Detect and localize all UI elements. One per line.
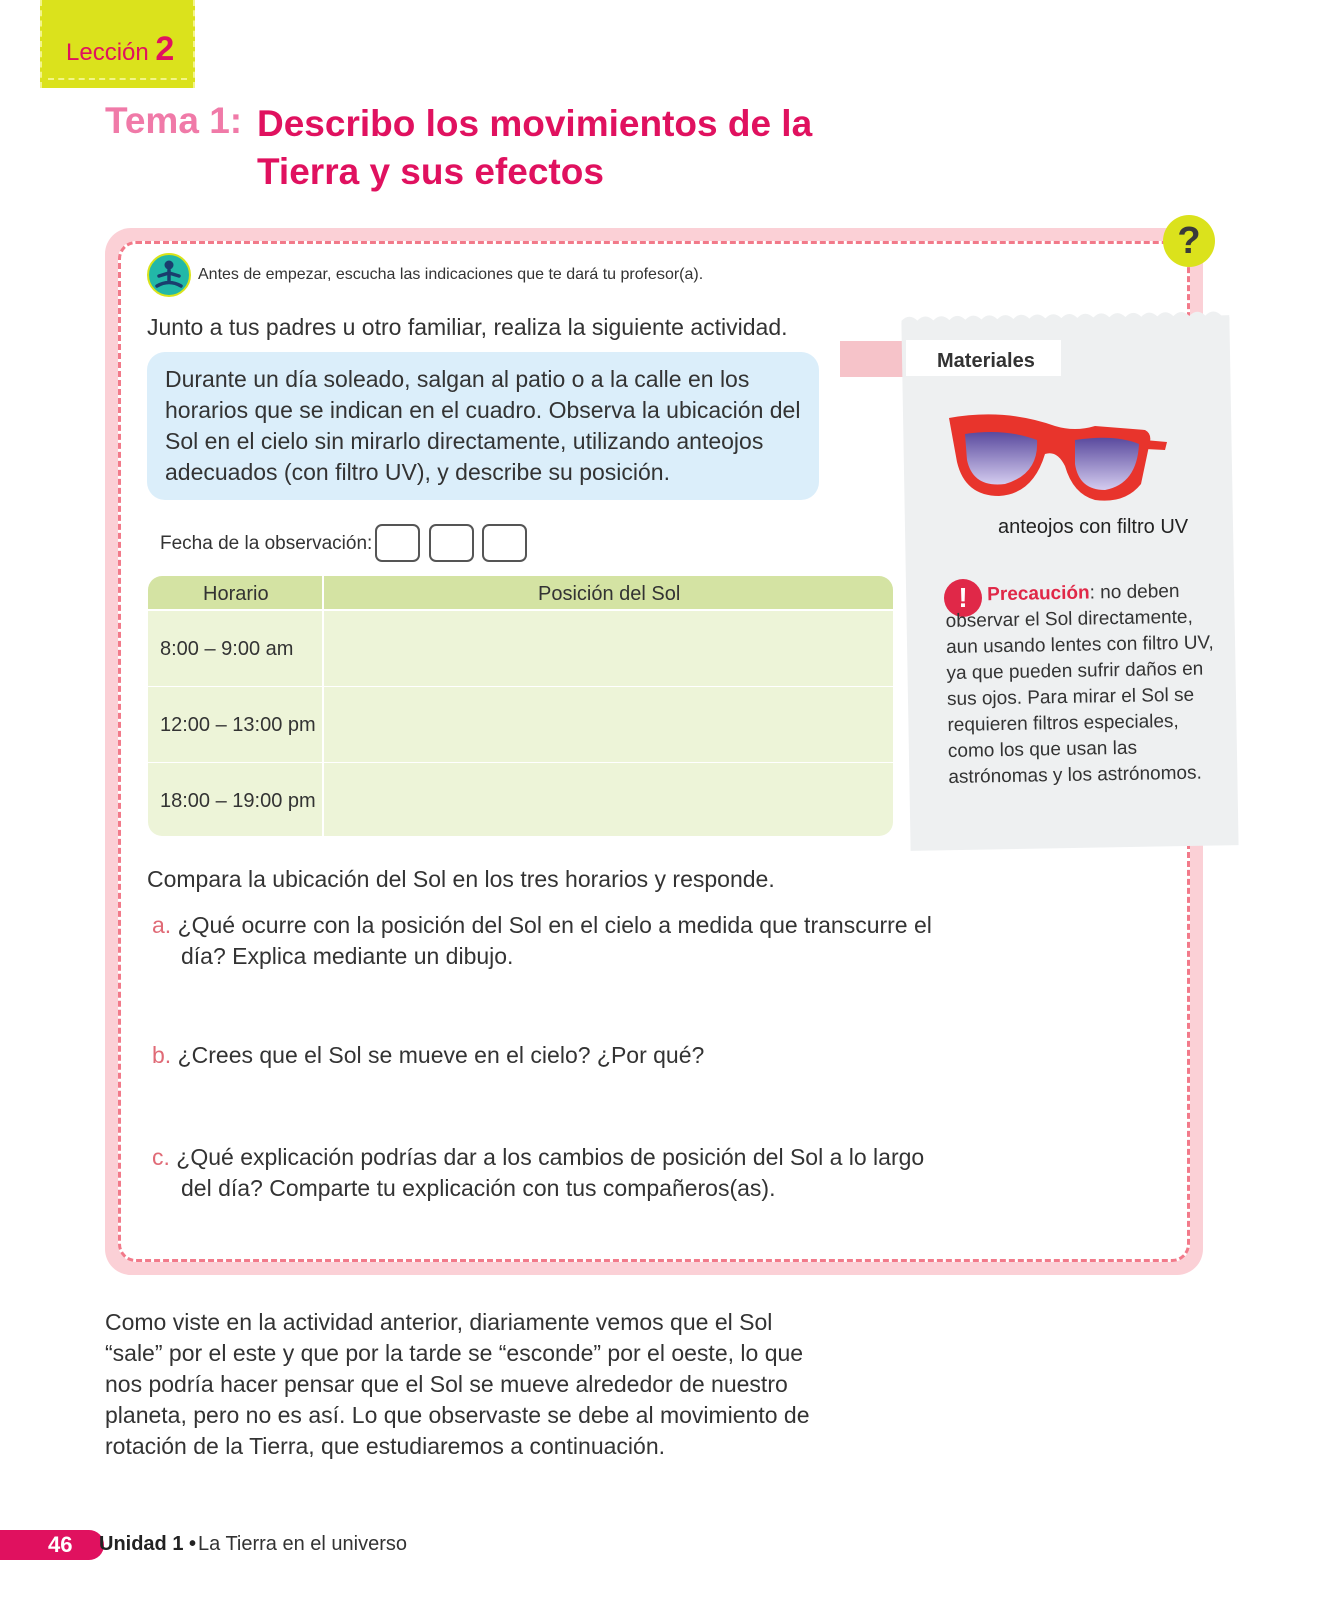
lesson-number: 2 — [155, 30, 175, 68]
materials-title: Materiales — [937, 350, 1035, 372]
question-text: día? Explica mediante un dibujo. — [181, 943, 514, 969]
row-time-3: 18:00 – 19:00 pm — [160, 790, 316, 812]
question-mark-icon: ? — [1163, 215, 1215, 267]
date-month-field[interactable] — [429, 524, 474, 562]
question-c — [152, 1142, 952, 1204]
warning-text — [945, 578, 1224, 791]
lesson-label — [66, 30, 174, 69]
row-time-1: 8:00 – 9:00 am — [160, 638, 294, 660]
title-line-1: Describo los movimientos de la — [257, 103, 813, 144]
compare-prompt: Compara la ubicación del Sol en los tres horarios y responde. — [147, 866, 775, 892]
page-number: 46 — [48, 1532, 73, 1557]
lesson-tag — [40, 0, 195, 88]
meditation-figure-icon — [149, 255, 189, 295]
date-day-field[interactable] — [375, 524, 420, 562]
question-text: ¿Qué ocurre con la posición del Sol en el cielo a medida que transcurre el — [177, 912, 932, 938]
question-text: del día? Comparte tu explicación con tus compañeros(as). — [181, 1175, 776, 1201]
title-line-2: Tierra y sus efectos — [257, 151, 604, 192]
footer-subtitle: La Tierra en el universo — [198, 1533, 408, 1555]
row-time-2: 12:00 – 13:00 pm — [160, 714, 316, 736]
position-cell-1[interactable] — [326, 612, 891, 685]
tema-label: Tema 1: — [105, 100, 243, 141]
warning-icon: ! — [944, 579, 982, 617]
sunglasses-icon — [945, 404, 1175, 514]
observation-table — [148, 576, 893, 836]
question-b — [152, 1040, 952, 1071]
question-letter: c. — [152, 1144, 170, 1170]
materials-tab — [840, 341, 910, 377]
instructions-text: Antes de empezar, escucha las indicaciones que te dará tu profesor(a). — [198, 266, 704, 283]
date-label: Fecha de la observación: — [160, 533, 373, 554]
question-a — [152, 910, 952, 972]
question-text: ¿Crees que el Sol se mueve en el cielo? ¿Por qué? — [177, 1042, 705, 1068]
footer-unit: Unidad 1 • — [99, 1533, 197, 1555]
closing-paragraph: Como viste en la actividad anterior, diariamente vemos que el Sol “sale” por el este y que por la tarde se “esconde” por el oeste, lo que nos podría hacer pensar que el Sol se mueve alrededor de nuestro planeta, pero no es así. Lo que observaste se debe al movimiento de rotación de la Tierra, que estudiaremos a continuación. — [105, 1309, 810, 1459]
column-divider — [322, 576, 324, 836]
activity-intro: Junto a tus padres u otro familiar, realiza la siguiente actividad. — [147, 314, 788, 340]
page-title — [257, 100, 812, 196]
question-text: ¿Qué explicación podrías dar a los cambios de posición del Sol a lo largo — [176, 1144, 925, 1170]
sunglasses-caption: anteojos con filtro UV — [998, 516, 1189, 538]
header-posicion: Posición del Sol — [538, 583, 681, 605]
position-cell-2[interactable] — [326, 688, 891, 761]
question-letter: a. — [152, 912, 172, 938]
position-cell-3[interactable] — [326, 764, 891, 834]
question-letter: b. — [152, 1042, 172, 1068]
lesson-word: Lección — [66, 39, 149, 66]
instruction-box-text: Durante un día soleado, salgan al patio o a la calle en los horarios que se indican en el cuadro. Observa la ubicación del Sol en el cielo sin mirarlo directamente, utilizando anteojos adecuados (con filtro UV), y describe su posición. — [165, 366, 801, 485]
warning-word: Precaución — [987, 582, 1090, 606]
meditation-icon — [147, 253, 191, 297]
header-horario: Horario — [203, 583, 269, 605]
warning-body: : no deben observar el Sol directamente, aun usando lentes con filtro UV, ya que pueden sufrir daños en sus ojos. Para mirar el Sol se requieren filtros especiales, como los que usan las astrónomas y los astrónomos. — [945, 580, 1214, 788]
date-year-field[interactable] — [482, 524, 527, 562]
